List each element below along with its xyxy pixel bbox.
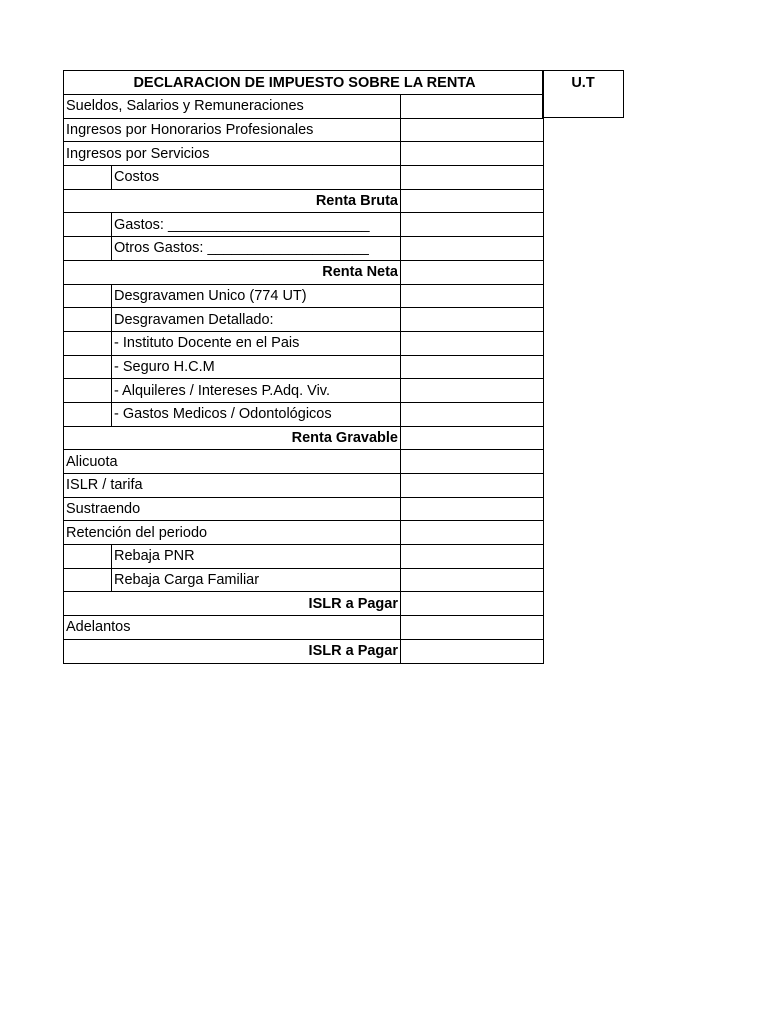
- value-cell-retencion[interactable]: [401, 521, 544, 545]
- label-gastos-medicos: - Gastos Medicos / Odontológicos: [112, 402, 401, 426]
- table-title: DECLARACION DE IMPUESTO SOBRE LA RENTA: [64, 71, 544, 95]
- label-desgravamen-unico: Desgravamen Unico (774 UT): [112, 284, 401, 308]
- value-cell-servicios[interactable]: [401, 142, 544, 166]
- label-sustraendo: Sustraendo: [64, 497, 401, 521]
- label-renta-neta: Renta Neta: [64, 260, 401, 284]
- value-cell-alicuota[interactable]: [401, 450, 544, 474]
- label-alicuota: Alicuota: [64, 450, 401, 474]
- row-adelantos: [64, 616, 544, 640]
- value-cell-seguro-hcm[interactable]: [401, 355, 544, 379]
- value-cell-islr-a-pagar-2[interactable]: [401, 639, 544, 663]
- indent-cell: [64, 213, 112, 237]
- value-cell-gastos[interactable]: [401, 213, 544, 237]
- label-otros-gastos: Otros Gastos: ____________________: [112, 237, 401, 261]
- value-cell-rebaja-carga-familiar[interactable]: [401, 568, 544, 592]
- row-rebaja-carga-familiar: [64, 568, 544, 592]
- value-cell-sueldos[interactable]: [401, 95, 544, 119]
- indent-cell: [64, 379, 112, 403]
- label-honorarios: Ingresos por Honorarios Profesionales: [64, 118, 401, 142]
- row-instituto-docente: [64, 331, 544, 355]
- indent-cell: [64, 237, 112, 261]
- row-islr-a-pagar-1: [64, 592, 544, 616]
- row-costos: [64, 166, 544, 190]
- indent-cell: [64, 166, 112, 190]
- value-cell-renta-bruta[interactable]: [401, 189, 544, 213]
- label-islr-a-pagar-2: ISLR a Pagar: [64, 639, 401, 663]
- row-alicuota: [64, 450, 544, 474]
- indent-cell: [64, 308, 112, 332]
- value-cell-otros-gastos[interactable]: [401, 237, 544, 261]
- value-cell-adelantos[interactable]: [401, 616, 544, 640]
- label-desgravamen-detallado: Desgravamen Detallado:: [112, 308, 401, 332]
- indent-cell: [64, 568, 112, 592]
- value-cell-alquileres[interactable]: [401, 379, 544, 403]
- row-alquileres: [64, 379, 544, 403]
- value-cell-renta-gravable[interactable]: [401, 426, 544, 450]
- indent-cell: [64, 331, 112, 355]
- label-instituto-docente: - Instituto Docente en el Pais: [112, 331, 401, 355]
- row-gastos-medicos: [64, 402, 544, 426]
- value-cell-rebaja-pnr[interactable]: [401, 545, 544, 569]
- value-cell-renta-neta[interactable]: [401, 260, 544, 284]
- label-rebaja-pnr: Rebaja PNR: [112, 545, 401, 569]
- label-gastos: Gastos: _________________________: [112, 213, 401, 237]
- label-renta-gravable: Renta Gravable: [64, 426, 401, 450]
- indent-cell: [64, 284, 112, 308]
- row-renta-gravable: [64, 426, 544, 450]
- value-cell-sustraendo[interactable]: [401, 497, 544, 521]
- label-sueldos: Sueldos, Salarios y Remuneraciones: [64, 95, 401, 119]
- row-sustraendo: [64, 497, 544, 521]
- row-renta-bruta: [64, 189, 544, 213]
- value-cell-gastos-medicos[interactable]: [401, 402, 544, 426]
- label-adelantos: Adelantos: [64, 616, 401, 640]
- ut-header-box: U.T: [542, 70, 624, 118]
- value-cell-desgravamen-unico[interactable]: [401, 284, 544, 308]
- row-retencion: [64, 521, 544, 545]
- label-retencion: Retención del periodo: [64, 521, 401, 545]
- row-desgravamen-unico: [64, 284, 544, 308]
- indent-cell: [64, 355, 112, 379]
- row-sueldos: [64, 95, 544, 119]
- label-rebaja-carga-familiar: Rebaja Carga Familiar: [112, 568, 401, 592]
- tax-declaration-table: [63, 70, 544, 664]
- value-cell-instituto-docente[interactable]: [401, 331, 544, 355]
- value-cell-islr-a-pagar-1[interactable]: [401, 592, 544, 616]
- row-otros-gastos: [64, 237, 544, 261]
- label-seguro-hcm: - Seguro H.C.M: [112, 355, 401, 379]
- title-row: [64, 71, 544, 95]
- label-costos: Costos: [112, 166, 401, 190]
- row-islr-tarifa: [64, 474, 544, 498]
- label-renta-bruta: Renta Bruta: [64, 189, 401, 213]
- row-servicios: [64, 142, 544, 166]
- row-honorarios: [64, 118, 544, 142]
- row-gastos: [64, 213, 544, 237]
- value-cell-desgravamen-detallado[interactable]: [401, 308, 544, 332]
- indent-cell: [64, 402, 112, 426]
- row-renta-neta: [64, 260, 544, 284]
- row-seguro-hcm: [64, 355, 544, 379]
- value-cell-islr-tarifa[interactable]: [401, 474, 544, 498]
- row-rebaja-pnr: [64, 545, 544, 569]
- value-cell-costos[interactable]: [401, 166, 544, 190]
- indent-cell: [64, 545, 112, 569]
- tax-declaration-sheet: [63, 70, 544, 664]
- row-islr-a-pagar-2: [64, 639, 544, 663]
- label-servicios: Ingresos por Servicios: [64, 142, 401, 166]
- row-desgravamen-detallado: [64, 308, 544, 332]
- label-islr-a-pagar-1: ISLR a Pagar: [64, 592, 401, 616]
- label-alquileres: - Alquileres / Intereses P.Adq. Viv.: [112, 379, 401, 403]
- value-cell-honorarios[interactable]: [401, 118, 544, 142]
- label-islr-tarifa: ISLR / tarifa: [64, 474, 401, 498]
